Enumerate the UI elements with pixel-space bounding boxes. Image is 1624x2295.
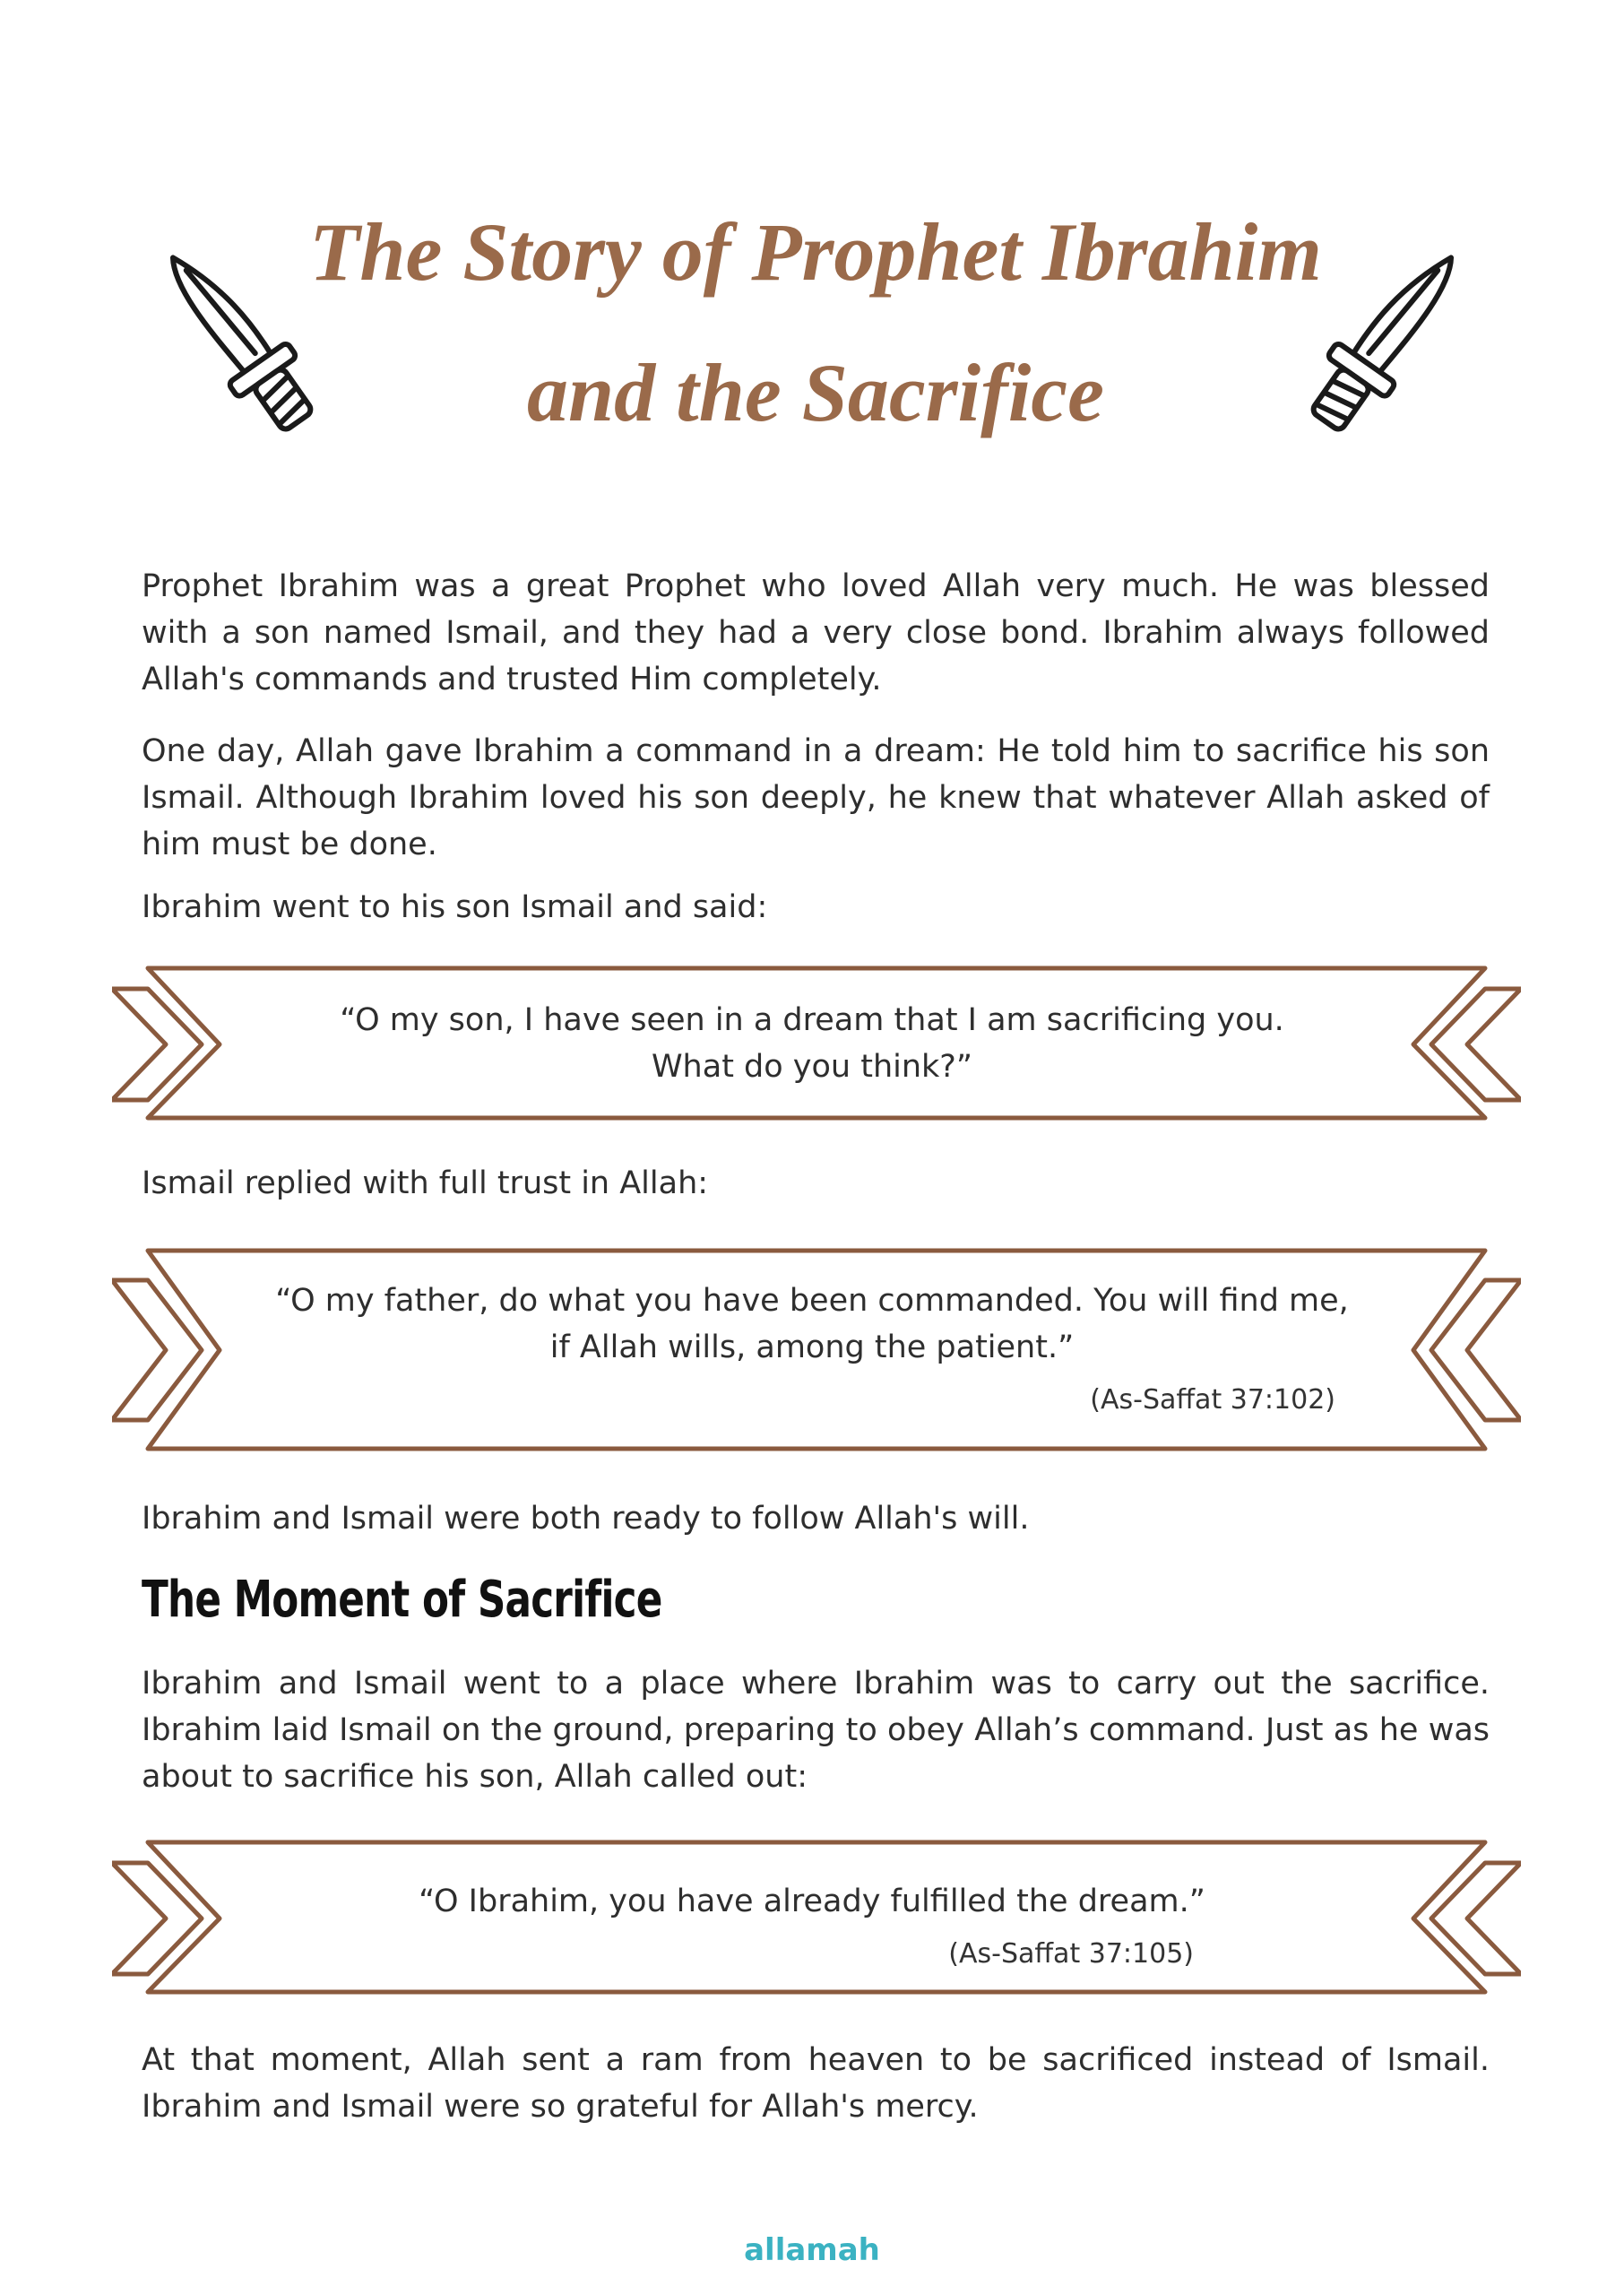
paragraph-ismail-replied: Ismail replied with full trust in Allah: [142,1165,709,1201]
quote-citation: (As-Saffat 37:102) [1090,1384,1335,1416]
paragraph-ibrahim-said: Ibrahim went to his son Ismail and said: [142,889,768,925]
quote-ibrahim-line1: “O my son, I have seen in a dream that I am sacrificing you. [340,1002,1284,1038]
quote-ismail-line2: if Allah wills, among the patient.” [549,1329,1075,1365]
section-heading: The Moment of Sacrifice [142,1571,662,1629]
paragraph-dream: One day, Allah gave Ibrahim a command in a dream: He told him to sacrifice his son Ismail. Although Ibrahim loved his son deeply, he knew that whatever Allah asked of him must be done. [142,733,1490,862]
quote-ibrahim-line2: What do you think?” [651,1049,973,1085]
paragraph-intro: Prophet Ibrahim was a great Prophet who loved Allah very much. He was blessed with a son named Ismail, and they had a very close bond. Ibrahim always followed Allah's commands and trusted Him completely. [142,568,1490,697]
paragraph-ready: Ibrahim and Ismail were both ready to follow Allah's will. [142,1501,1030,1537]
footer-logo: allamah [744,2232,880,2268]
page-title: The Story of Prophet Ibrahim [309,206,1322,298]
page-subtitle: and the Sacrifice [527,347,1104,438]
quote-citation: (As-Saffat 37:105) [948,1938,1194,1970]
paragraph-ram: At that moment, Allah sent a ram from heaven to be sacrificed instead of Ismail. Ibrahim and Ismail were so grateful for Allah's mercy. [142,2042,1490,2125]
quote-allah: “O Ibrahim, you have already fulfilled the dream.” [419,1884,1205,1919]
quote-ismail-line1: “O my father, do what you have been commanded. You will find me, [275,1283,1349,1319]
paragraph-sacrifice: Ibrahim and Ismail went to a place where Ibrahim was to carry out the sacrifice. Ibrahim laid Ismail on the ground, preparing to obey Allah’s command. Just as he was about to sacrifice his son, Allah called out: [142,1666,1490,1795]
